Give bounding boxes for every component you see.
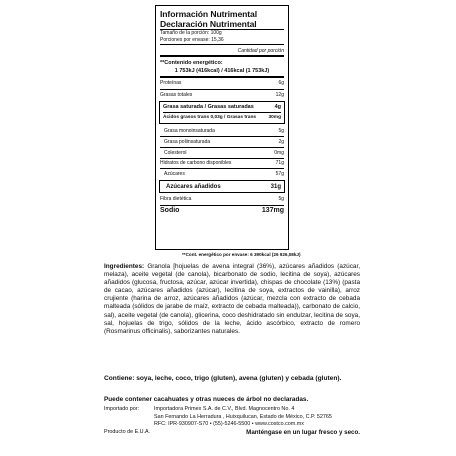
nutrient-row <box>160 205 284 217</box>
storage-instructions: Manténgase en un lugar fresco y seco. <box>246 428 360 436</box>
nutrition-facts-panel <box>155 5 289 250</box>
nutrient-label: Ácidos grasos trans 0,03g / Grasas trans <box>163 115 257 121</box>
ingredients-text: Granola [hojuelas de avena integral (36%), azúcares añadidos (azúcar, melaza), aceite vegetal (de canola), bicarbonato de sodio, lecitina de soya), azúcares añadidos (glucosa, fructosa, azúcar, azúcar invertida), chispas de chocolate (13%) (pasta de cacao, azúcares añadidos (azúcar), lecitina de soya, extractos de vainilla), arroz crujiente (harina de arroz, azúcares añadidos (azúcar, mezcla con extracto de cebada malteada (sólidos de jarabe de maíz, extracto de cebada malteada)), carbonato de calcio, sal), aceite vegetal (de canola), glicerina, coco deshidratado sin endulzar, lecitina de soya, sal, hojuelas de trigo, sólidos de la leche, ácido ascórbico, extracto de romero (Rosmarinus officinalis), saborizantes naturales. <box>104 263 360 335</box>
importer-row <box>104 414 360 422</box>
ingredients-label: Ingredientes: <box>104 263 145 270</box>
nutrient-value: 4g <box>274 103 281 110</box>
nutrient-value: 12g <box>275 91 284 98</box>
nutrient-label: Proteínas <box>160 80 182 87</box>
panel-title-info: Información Nutrimental <box>160 9 258 19</box>
importer-row <box>104 406 360 414</box>
nutrient-row <box>160 125 284 136</box>
nutrient-value: 5g <box>278 127 284 134</box>
nutrient-label: Grasa saturada / Grasas saturadas <box>163 103 254 110</box>
origin-storage-row <box>104 429 360 437</box>
nutrient-row <box>160 136 284 147</box>
nutrient-label: Grasa poliinsaturada <box>164 138 211 145</box>
nutrient-value: 2g <box>278 138 284 145</box>
nutrient-label: Sodio <box>160 207 180 215</box>
nutrient-row <box>160 168 284 179</box>
nutrient-label: Hidratos de carbono disponibles <box>160 160 232 167</box>
saturated-trans-fat-box <box>159 101 285 125</box>
nutrient-value: 5g <box>278 196 284 203</box>
nutrient-value: 31g <box>270 183 281 190</box>
servings-per-container: Porciones por envase: 15,36 <box>160 37 224 43</box>
importer-label: Importado por: <box>104 406 140 412</box>
nutrient-label: Grasa monoinsaturada <box>164 127 215 134</box>
nutrient-row <box>163 102 281 113</box>
nutrient-row <box>163 181 281 192</box>
nutrient-row <box>160 194 284 205</box>
nutrient-value: 6g <box>278 80 284 87</box>
importer-address: San Fernando La Herradura , Huixquilucan, Estado de México, C.P. 52765 <box>154 413 332 420</box>
nutrient-label: Fibra dietética <box>160 196 192 203</box>
importer-row <box>104 421 360 429</box>
nutrient-label: Azúcares añadidos <box>166 183 221 190</box>
nutrient-value: 30mg <box>268 115 281 121</box>
nutrient-row <box>160 78 284 89</box>
may-contain-statement: Puede contener cacahuates y otras nueces de árbol no declaradas. <box>104 396 309 403</box>
nutrient-row <box>160 147 284 158</box>
ingredients-paragraph <box>104 263 360 336</box>
nutrient-row <box>163 112 281 123</box>
nutrient-label: Grasas totales <box>160 91 193 98</box>
importer-block <box>104 406 360 436</box>
panel-title-declaration: Declaración Nutrimental <box>160 19 257 29</box>
allergen-statement: Contiene: soya, leche, coco, trigo (gluten), avena (gluten) y cebada (gluten). <box>104 375 342 382</box>
nutrient-value: 57g <box>275 171 284 178</box>
product-origin: Producto de E.U.A. <box>104 428 151 435</box>
nutrient-label: Azúcares <box>164 171 185 178</box>
importer-contact: RFC: IPR-930907-S70 • (55)-5246-5500 • www.costco.com.mx <box>154 421 304 428</box>
energy-value: 1 753kJ (416kcal) / 416kcal (1 753kJ) <box>174 68 270 74</box>
portion-size: Tamaño de la porción: 100g <box>160 30 222 36</box>
nutrient-row <box>160 158 284 169</box>
amount-per-serving-header: Cantidad por porción <box>237 48 284 54</box>
nutrient-row <box>160 89 284 100</box>
nutrient-value: 71g <box>275 160 284 167</box>
energy-per-container-footnote: **Cont. energético por envase: 6 390kcal (26 926,08kJ) <box>182 252 301 257</box>
nutrient-value: 0mg <box>274 149 284 156</box>
nutrient-value: 137mg <box>261 207 284 215</box>
nutrient-label: Colesterol <box>164 149 187 156</box>
added-sugars-box <box>159 180 285 193</box>
importer-line: Importadora Primex S.A. de C.V., Blvd. Magnocentro No. 4 <box>154 406 295 412</box>
energy-label: **Contenido energético: <box>160 60 223 66</box>
